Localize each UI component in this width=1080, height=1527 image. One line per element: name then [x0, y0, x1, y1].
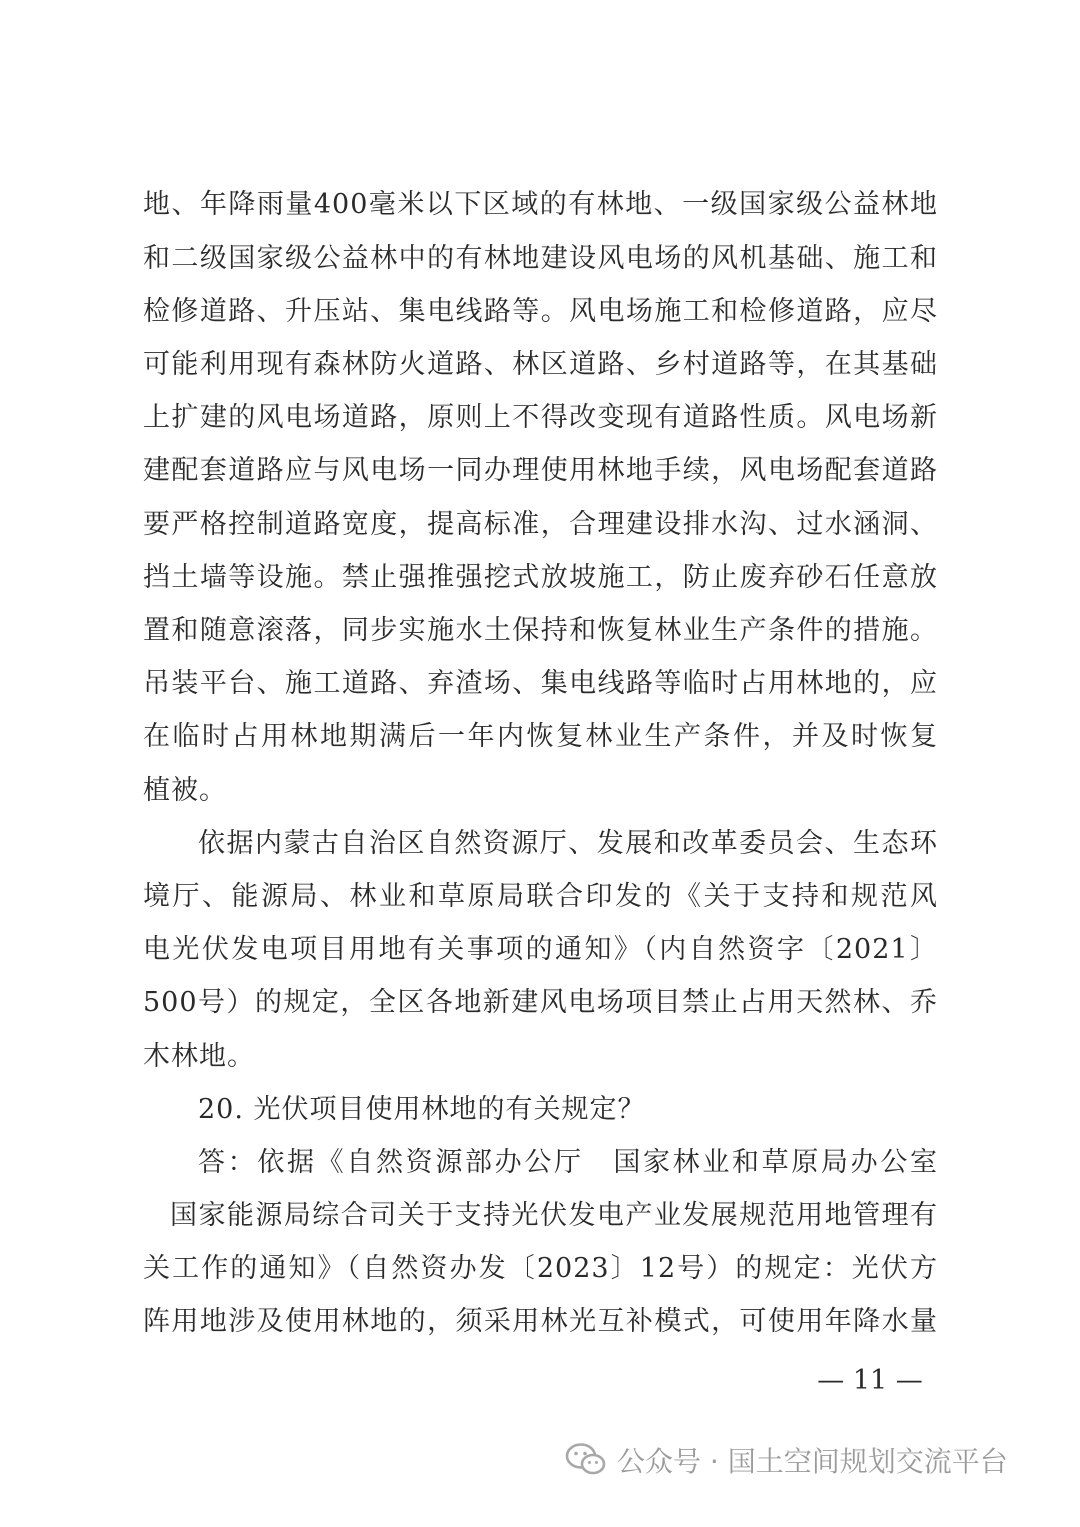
text-line: 电光伏发电项目用地有关事项的通知》（内自然资字〔2021〕	[143, 934, 938, 965]
text-line: 可能利用现有森林防火道路、林区道路、乡村道路等，在其基础	[143, 349, 938, 380]
watermark-text: 公众号 · 国土空间规划交流平台	[617, 1445, 1008, 1478]
paragraph-first-line: 答：依据《自然资源部办公厅 国家林业和草原局办公室	[198, 1147, 938, 1178]
text-line: 500号）的规定，全区各地新建风电场项目禁止占用天然林、乔	[143, 987, 938, 1018]
paragraph-first-line: 依据内蒙古自治区自然资源厅、发展和改革委员会、生态环	[198, 828, 938, 859]
text-line: 置和随意滚落，同步实施水土保持和恢复林业生产条件的措施。	[143, 615, 938, 646]
text-line: 建配套道路应与风电场一同办理使用林地手续，风电场配套道路	[143, 455, 938, 486]
wechat-icon	[565, 1442, 607, 1478]
text-line: 植被。	[143, 775, 227, 806]
watermark	[565, 1440, 1008, 1480]
text-line: 在临时占用林地期满后一年内恢复林业生产条件，并及时恢复	[143, 721, 938, 752]
section-heading: 20. 光伏项目使用林地的有关规定？	[198, 1094, 646, 1125]
text-line: 境厅、能源局、林业和草原局联合印发的《关于支持和规范风	[143, 881, 938, 912]
text-line: 地、年降雨量400毫米以下区域的有林地、一级国家级公益林地	[143, 189, 938, 220]
text-line: 检修道路、升压站、集电线路等。风电场施工和检修道路，应尽	[143, 296, 938, 327]
text-line: 国家能源局综合司关于支持光伏发电产业发展规范用地管理有	[170, 1200, 938, 1231]
text-line: 要严格控制道路宽度，提高标准，合理建设排水沟、过水涵洞、	[143, 509, 938, 540]
text-line: 关工作的通知》（自然资办发〔2023〕12号）的规定：光伏方	[143, 1253, 938, 1284]
text-line: 上扩建的风电场道路，原则上不得改变现有道路性质。风电场新	[143, 402, 938, 433]
text-line: 和二级国家级公益林中的有林地建设风电场的风机基础、施工和	[143, 243, 938, 274]
text-line: 挡土墙等设施。禁止强推强挖式放坡施工，防止废弃砂石任意放	[143, 562, 938, 593]
text-line: 阵用地涉及使用林地的，须采用林光互补模式，可使用年降水量	[143, 1306, 938, 1337]
text-line: 木林地。	[143, 1041, 255, 1072]
text-line: 吊装平台、施工道路、弃渣场、集电线路等临时占用林地的，应	[143, 668, 938, 699]
page-number: — 11 —	[817, 1365, 923, 1396]
